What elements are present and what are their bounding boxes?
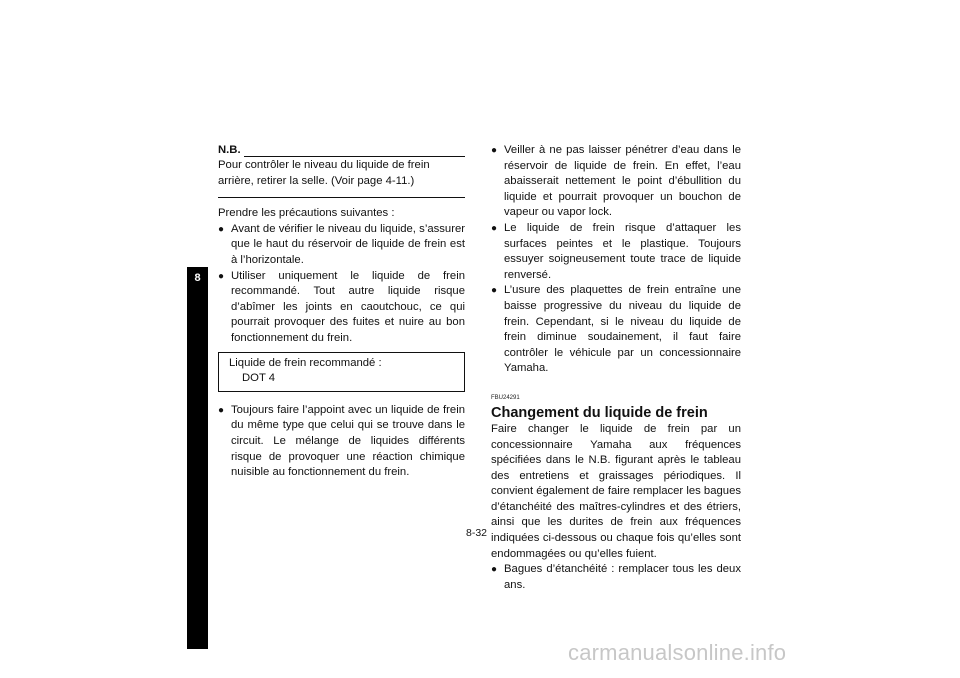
watermark: carmanualsonline.info (568, 640, 787, 665)
left-column (218, 143, 465, 481)
list-item (491, 562, 741, 593)
nb-text: Pour contrôler le niveau du liquide de frein arrière, retirer la selle. (Voir page 4-11.) (218, 159, 430, 187)
list-item (491, 221, 741, 283)
list-item-text: Bagues d’étanchéité : remplacer tous les deux ans. (504, 563, 741, 591)
bullet-icon: ● (491, 564, 498, 576)
nb-label: N.B. (218, 144, 241, 156)
list-item (491, 283, 741, 377)
nb-rule (244, 148, 465, 157)
chapter-tab (187, 267, 208, 649)
list-item-text: Avant de vérifier le niveau du liquide, s’assurer que le haut du réservoir de liquide de frein est à l’horizontale. (231, 222, 465, 266)
list-item (218, 269, 465, 347)
list-item (218, 222, 465, 269)
list-item-text: Veiller à ne pas laisser pénétrer d’eau dans le réservoir de liquide de frein. En effet, l’eau abaisserait nettement le point d’ébullition du liquide et pourrait provoquer un bouchon de vapeur ou vapor lock. (504, 144, 741, 219)
section-text: Faire changer le liquide de frein par un concessionnaire Yamaha aux fréquences spécifiées dans le N.B. figurant après le tableau des entretiens et graissages périodiques. Il convient également de faire remplacer les bagues d’étanchéité des maîtres-cylindres et des étriers, ainsi que les durites de frein aux fréquences indiquées ci-dessous ou chaque fois qu’elles sont endommagées ou qu’elles fuient. (491, 422, 741, 560)
precautions-intro: Prendre les précautions suivantes : (218, 207, 395, 220)
section-title: Changement du liquide de frein (491, 404, 708, 421)
nb-heading (218, 143, 465, 157)
section-list (491, 562, 741, 593)
list-item-text: Le liquide de frein risque d’attaquer les surfaces peintes et le plastique. Toujours essuyer soigneusement toute trace de liquide renversé. (504, 221, 741, 281)
chapter-number: 8 (194, 272, 201, 284)
bullet-icon: ● (218, 223, 225, 235)
bullet-icon: ● (491, 145, 498, 156)
precautions-list (218, 222, 465, 347)
page-number: 8-32 (466, 527, 488, 539)
list-item-text: Utiliser uniquement le liquide de frein recommandé. Tout autre liquide risque d’abîmer les joints en caoutchouc, ce qui pourrait provoquer des fuites et nuire au bon fonctionnement du frein. (231, 269, 465, 344)
list-item-text: Toujours faire l’appoint avec un liquide de frein du même type que celui qui se trouve dans le circuit. Le mélange de liquides différents risque de provoquer une réaction chimique nuisible au fonctionnement du frein. (231, 403, 465, 479)
list-item (491, 143, 741, 221)
right-column (491, 143, 741, 593)
list-item-text: L’usure des plaquettes de frein entraîne une baisse progressive du niveau du liquide de frein. Cependant, si le niveau du liquide de frein diminue soudainement, il faut faire contrôler le véhicule par un concessionnaire Yamaha. (504, 284, 741, 375)
spec-box (218, 352, 465, 392)
bullet-icon: ● (218, 270, 225, 282)
list-item (218, 403, 465, 481)
spec-value: DOT 4 (242, 372, 276, 385)
section-code: FBU24291 (491, 394, 520, 401)
precautions-list-right (491, 143, 741, 377)
nb-end-rule (218, 197, 465, 198)
precautions-list-continued (218, 403, 465, 481)
bullet-icon: ● (491, 285, 498, 297)
bullet-icon: ● (491, 222, 498, 234)
bullet-icon: ● (218, 404, 225, 416)
spec-label: Liquide de frein recommandé : (229, 356, 382, 369)
